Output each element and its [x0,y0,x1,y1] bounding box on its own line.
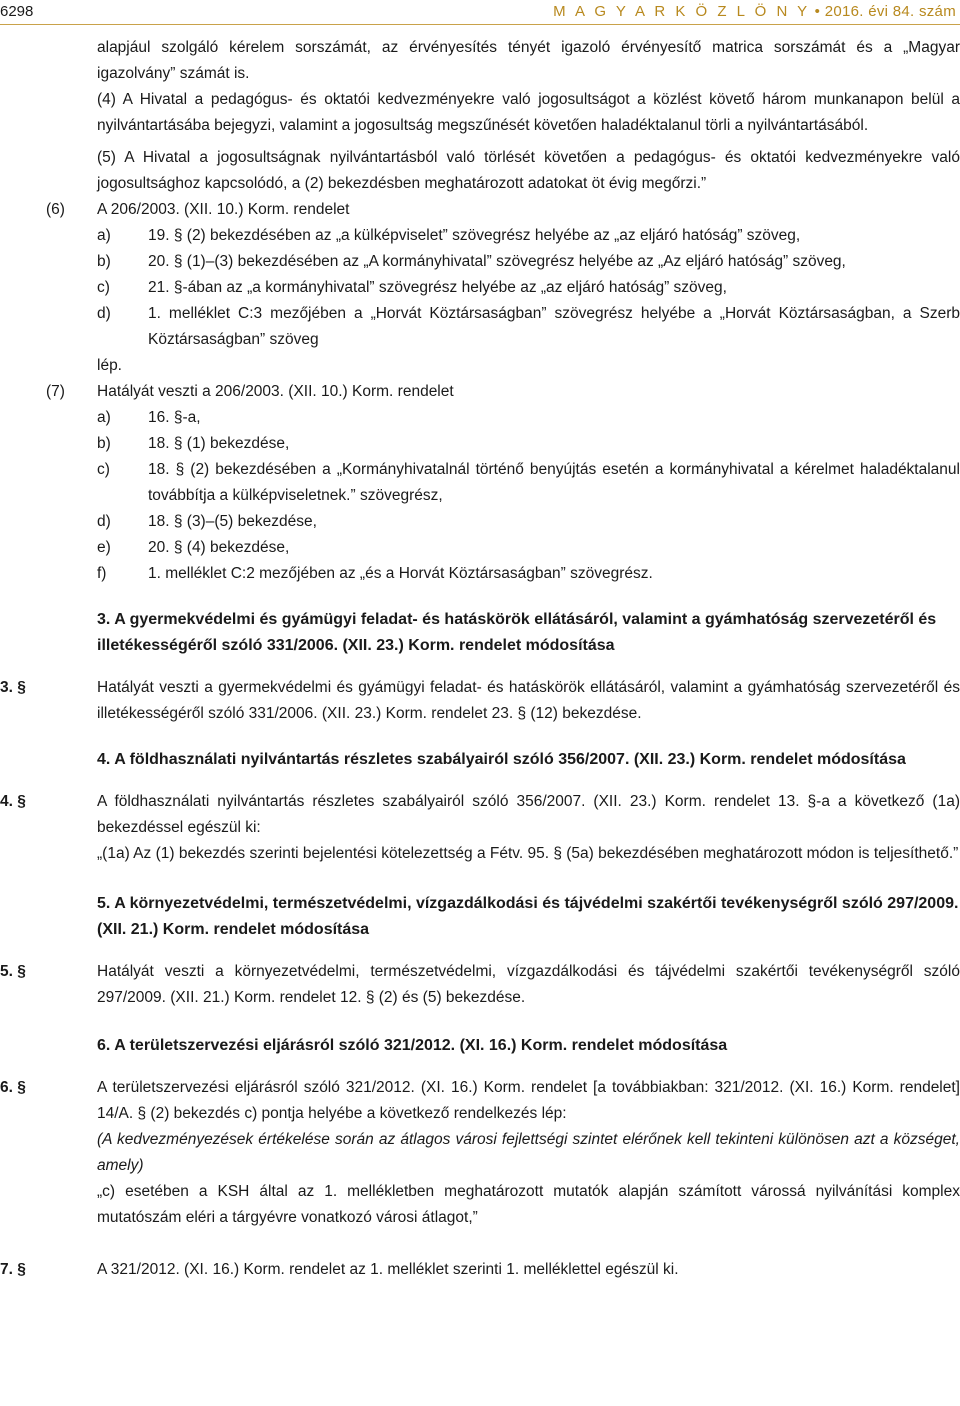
article-number: 4. § [0,793,26,810]
article-number: 5. § [0,963,26,980]
paragraph-7-list-item [97,405,960,431]
section-heading-6: 6. A területszervezési eljárásról szóló 321/2012. (XI. 16.) Korm. rendelet módosítása [97,1037,728,1054]
article-3 [0,675,960,727]
paragraph-7-list-item-text: 18. § (3)–(5) bekezdése, [148,513,317,530]
paragraph-7-list-item [97,457,960,509]
paragraph-7-list-item-label: f) [97,565,107,582]
article-4 [0,789,960,867]
paragraph-7 [46,379,960,405]
section-heading-4: 4. A földhasználati nyilvántartás részletes szabályairól szóló 356/2007. (XII. 23.) Korm. rendelet módosítása [97,751,906,768]
journal-name: M A G Y A R K Ö Z L Ö N Y [553,3,811,20]
paragraph-5: (5) A Hivatal a jogosultságnak nyilvántartásból való törlését követően a pedagógus- és oktatói kedvezményekre való jogosultsághoz kapcsolódó, a (2) bekezdésben meghatározott adatokat öt évig megőrzi.” [97,149,960,192]
article-text [97,1075,960,1231]
paragraph-7-label: (7) [46,383,65,400]
paragraph-6-list-item [97,301,960,353]
header-bullet: • [814,3,821,20]
paragraph-7-text: Hatályát veszti a 206/2003. (XII. 10.) Korm. rendelet [97,383,454,400]
paragraph-7-list-item [97,509,960,535]
header-rule [0,24,960,25]
paragraph-6-list-item-label: c) [97,279,110,296]
journal-title [553,3,956,20]
article-number: 6. § [0,1079,26,1096]
article-6-italic: (A kedvezményezések értékelése során az átlagos városi fejlettségi szintet elérőnek kell tekinteni különösen azt a községet, amely) [97,1131,960,1174]
article-6-text: A területszervezési eljárásról szóló 321/2012. (XI. 16.) Korm. rendelet [a továbbiakban: 321/2012. (XI. 16.) Korm. rendelet] 14/A. § (2) bekezdés c) pontja helyébe a következő rendelkezés lép: [97,1079,960,1122]
paragraph-6-list-item-text: 1. melléklet C:3 mezőjében a „Horvát Köztársaságban” szövegrész helyébe a „Horvát Köztársaságban, a Szerb Köztársaságban” szöveg [148,305,960,348]
article-4-quote: „(1a) Az (1) bekezdés szerinti bejelentési kötelezettség a Fétv. 95. § (5a) bekezdésében meghatározott módon is teljesíthető.” [97,845,959,862]
article-6 [0,1075,960,1231]
page-number: 6298 [0,3,34,20]
section-heading-5: 5. A környezetvédelmi, természetvédelmi, vízgazdálkodási és tájvédelmi szakértői tevékenységről szóló 297/2009. (XII. 21.) Korm. rendelet módosítása [97,895,959,938]
paragraph-7-list-item [97,561,960,587]
paragraph-7-list-item-text: 1. melléklet C:2 mezőjében az „és a Horvát Köztársaságban” szövegrész. [148,565,653,582]
paragraph-7-list-item-label: a) [97,409,111,426]
continuation-line-2: igazolvány” számát is. [97,65,250,82]
paragraph-6 [46,197,960,223]
article-text [97,789,960,867]
paragraph-6-end: lép. [97,357,122,374]
paragraph-7-list-item-text: 18. § (1) bekezdése, [148,435,290,452]
article-6-quote: „c) esetében a KSH által az 1. mellékletben meghatározott mutatók alapján számított várossá nyilvánítási komplex mutatószám eléri a tárgyévre vonatkozó városi átlagot,” [97,1183,960,1226]
paragraph-4: (4) A Hivatal a pedagógus- és oktatói kedvezményekre való jogosultságot a közlést követő három munkanapon belül a nyilvántartásába bejegyzi, valamint a jogosultság megszűnését követően haladéktalanul törli a nyilvántartásából. [97,91,960,134]
paragraph-7-list-item-text: 20. § (4) bekezdése, [148,539,290,556]
paragraph-7-list-item [97,535,960,561]
article-4-text: A földhasználati nyilvántartás részletes szabályairól szóló 356/2007. (XII. 23.) Korm. rendelet 13. §-a a következő (1a) bekezdéssel egészül ki: [97,793,960,836]
issue-label: 2016. évi 84. szám [824,3,956,20]
paragraph-6-text: A 206/2003. (XII. 10.) Korm. rendelet [97,201,350,218]
paragraph-7-list-item-text: 18. § (2) bekezdésében a „Kormányhivatalnál történő benyújtás esetén a kormányhivatal a kérelmet haladéktalanul továbbítja a külképviseletnek.” szövegrész, [148,461,960,504]
paragraph-7-list-item [97,431,960,457]
paragraph-7-list-item-label: c) [97,461,110,478]
paragraph-7-list-item-label: b) [97,435,111,452]
article-number: 7. § [0,1261,26,1278]
paragraph-6-list-item-text: 20. § (1)–(3) bekezdésében az „A kormányhivatal” szövegrész helyébe az „Az eljáró hatóság” szöveg, [148,253,846,270]
paragraph-6-list-item-label: b) [97,253,111,270]
paragraph-6-list-item-text: 21. §-ában az „a kormányhivatal” szövegrész helyébe az „az eljáró hatóság” szöveg, [148,279,727,296]
article-7 [0,1257,960,1283]
paragraph-6-list-item-label: d) [97,305,111,322]
paragraph-7-list-item-label: e) [97,539,111,556]
continuation-line-1: alapjául szolgáló kérelem sorszámát, az érvényesítés tényét igazoló érvényesítő matrica sorszámát és a „Magyar [97,39,960,56]
page-header [0,3,956,25]
article-text: Hatályát veszti a környezetvédelmi, természetvédelmi, vízgazdálkodási és tájvédelmi szakértői tevékenységről szóló 297/2009. (XII. 21.) Korm. rendelet 12. § (2) és (5) bekezdése. [97,963,960,1006]
article-5 [0,959,960,1011]
paragraph-6-list-item-text: 19. § (2) bekezdésében az „a külképviselet” szövegrész helyébe az „az eljáró hatóság” szöveg, [148,227,801,244]
paragraph-6-list [0,223,960,353]
paragraph-6-list-item [97,223,960,249]
paragraph-7-list [0,405,960,587]
article-text: Hatályát veszti a gyermekvédelmi és gyámügyi feladat- és hatáskörök ellátásáról, valamint a gyámhatóság szervezetéről és illetékességéről szóló 331/2006. (XII. 23.) Korm. rendelet 23. § (12) bekezdése. [97,679,960,722]
paragraph-6-list-item-label: a) [97,227,111,244]
paragraph-7-list-item-label: d) [97,513,111,530]
paragraph-6-list-item [97,275,960,301]
document-body [0,35,960,1283]
paragraph-6-label: (6) [46,201,65,218]
article-number: 3. § [0,679,26,696]
paragraph-7-list-item-text: 16. §-a, [148,409,201,426]
article-text: A 321/2012. (XI. 16.) Korm. rendelet az 1. melléklet szerinti 1. melléklettel egészül ki. [97,1261,679,1278]
paragraph-6-list-item [97,249,960,275]
section-heading-3: 3. A gyermekvédelmi és gyámügyi feladat- és hatáskörök ellátásáról, valamint a gyámhatóság szervezetéről és illetékességéről szóló 331/2006. (XII. 23.) Korm. rendelet módosítása [97,611,937,654]
